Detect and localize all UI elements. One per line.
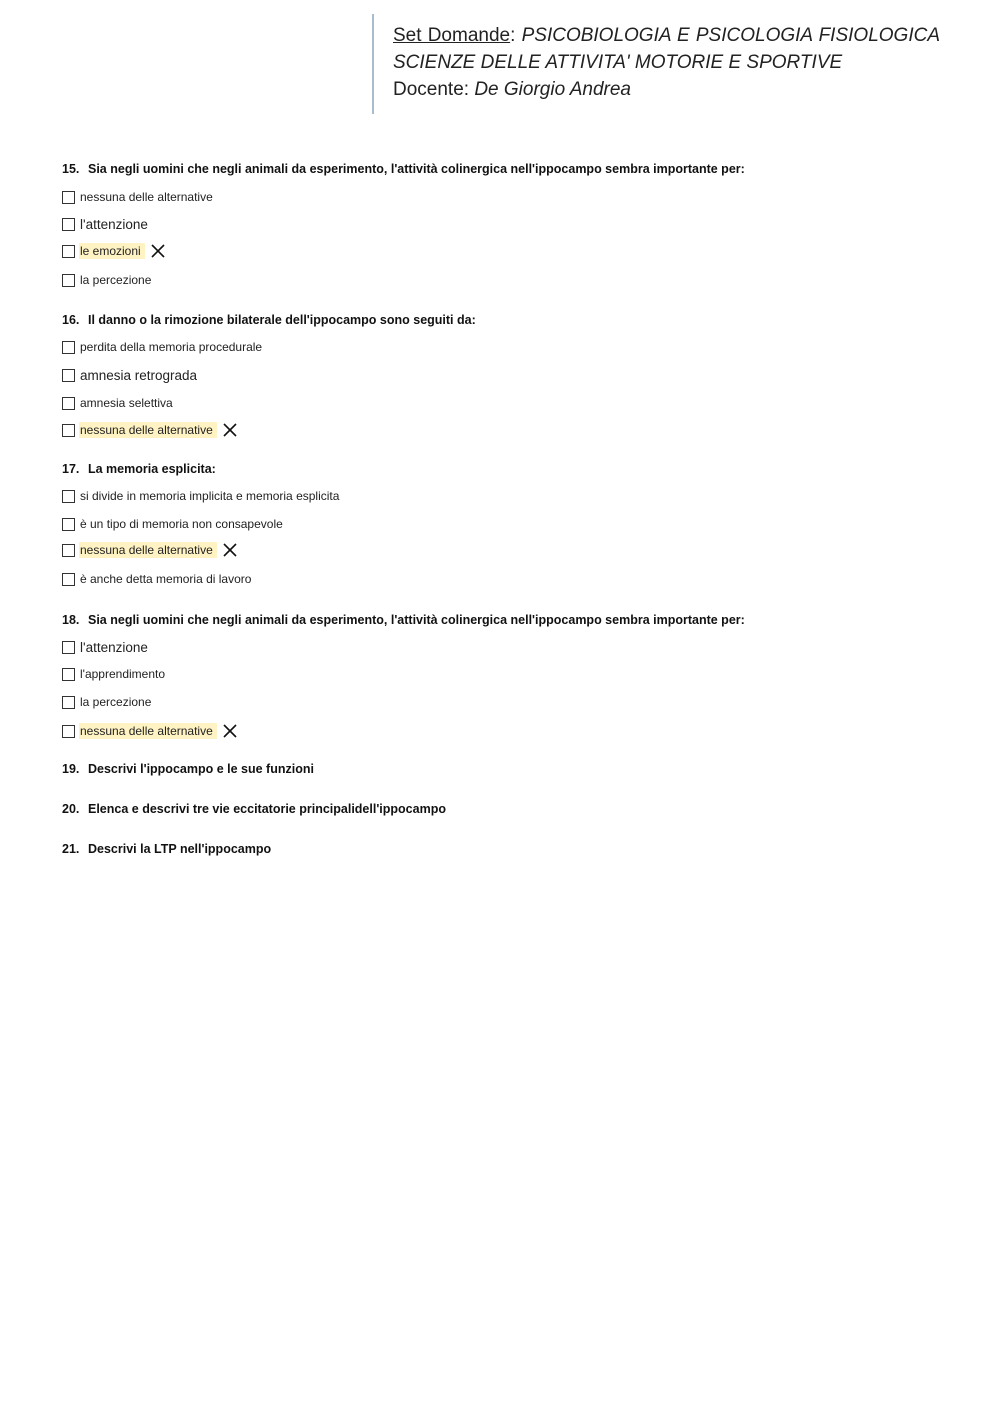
answer-checkbox[interactable] <box>62 696 75 709</box>
question-number: 15. <box>62 162 80 176</box>
answer-checkbox[interactable] <box>62 641 75 654</box>
question-number: 19. <box>62 762 80 776</box>
x-mark-icon <box>222 723 238 739</box>
answer-checkbox[interactable] <box>62 397 75 410</box>
question-16 <box>62 313 476 327</box>
header-line-course <box>393 22 940 49</box>
answer-label: è un tipo di memoria non consapevole <box>80 517 283 531</box>
answer-label: si divide in memoria implicita e memoria esplicita <box>80 489 340 503</box>
question-21 <box>62 842 271 856</box>
answer-option[interactable] <box>62 694 155 710</box>
answer-option[interactable] <box>62 571 255 587</box>
answer-option[interactable] <box>62 272 155 288</box>
program-title: SCIENZE DELLE ATTIVITA' MOTORIE E SPORTIVE <box>393 52 843 73</box>
teacher-name: De Giorgio Andrea <box>474 79 631 100</box>
answer-option-marked[interactable] <box>62 542 238 558</box>
answer-checkbox[interactable] <box>62 573 75 586</box>
x-mark-icon <box>222 422 238 438</box>
answer-option-marked[interactable] <box>62 243 166 259</box>
question-text: Elenca e descrivi tre vie eccitatorie principalidell'ippocampo <box>88 802 446 816</box>
answer-label-highlighted: nessuna delle alternative <box>79 723 217 739</box>
answer-checkbox[interactable] <box>62 369 75 382</box>
header-line-teacher <box>393 76 940 103</box>
x-mark-icon <box>222 542 238 558</box>
answer-option[interactable] <box>62 666 169 682</box>
answer-label: amnesia retrograda <box>80 367 198 383</box>
answer-option-marked[interactable] <box>62 422 238 438</box>
answer-label: la percezione <box>80 273 152 287</box>
teacher-label: Docente: <box>393 79 470 100</box>
answer-checkbox[interactable] <box>62 191 75 204</box>
answer-checkbox[interactable] <box>62 544 75 557</box>
question-text: Sia negli uomini che negli animali da esperimento, l'attività colinergica nell'ippocampo sembra importante per: <box>88 162 745 176</box>
question-18 <box>62 613 745 627</box>
question-number: 16. <box>62 313 80 327</box>
question-text: Il danno o la rimozione bilaterale dell'ippocampo sono seguiti da: <box>88 313 476 327</box>
answer-label: l'apprendimento <box>80 667 166 681</box>
answer-label: l'attenzione <box>80 639 148 655</box>
answer-label: amnesia selettiva <box>80 396 173 410</box>
question-20 <box>62 802 446 816</box>
answer-option[interactable] <box>62 339 266 355</box>
answer-option[interactable] <box>62 516 287 532</box>
question-17 <box>62 462 216 476</box>
set-domande-separator: : <box>510 25 516 46</box>
answer-label: perdita della memoria procedurale <box>80 340 263 354</box>
question-number: 17. <box>62 462 80 476</box>
answer-label-highlighted: le emozioni <box>79 243 145 259</box>
answer-option[interactable] <box>62 189 217 205</box>
question-text: Descrivi la LTP nell'ippocampo <box>88 842 272 856</box>
answer-option[interactable] <box>62 488 343 504</box>
answer-option-marked[interactable] <box>62 723 238 739</box>
answer-checkbox[interactable] <box>62 668 75 681</box>
answer-label-highlighted: nessuna delle alternative <box>79 542 217 558</box>
answer-checkbox[interactable] <box>62 218 75 231</box>
answer-option[interactable] <box>62 216 152 232</box>
question-19 <box>62 762 314 776</box>
answer-checkbox[interactable] <box>62 274 75 287</box>
answer-checkbox[interactable] <box>62 518 75 531</box>
answer-option[interactable] <box>62 367 201 383</box>
answer-checkbox[interactable] <box>62 245 75 258</box>
answer-label-highlighted: nessuna delle alternative <box>79 422 217 438</box>
answer-label: la percezione <box>80 695 152 709</box>
header-line-program <box>393 49 940 76</box>
question-text: Descrivi l'ippocampo e le sue funzioni <box>88 762 314 776</box>
x-mark-icon <box>150 243 166 259</box>
answer-checkbox[interactable] <box>62 424 75 437</box>
answer-label: è anche detta memoria di lavoro <box>80 572 252 586</box>
answer-checkbox[interactable] <box>62 725 75 738</box>
document-header <box>372 14 940 114</box>
question-text: Sia negli uomini che negli animali da esperimento, l'attività colinergica nell'ippocampo sembra importante per: <box>88 613 745 627</box>
answer-checkbox[interactable] <box>62 341 75 354</box>
question-text: La memoria esplicita: <box>88 462 216 476</box>
answer-label: l'attenzione <box>80 216 148 232</box>
question-number: 18. <box>62 613 80 627</box>
question-15 <box>62 162 745 176</box>
set-domande-label: Set Domande <box>393 25 511 46</box>
answer-option[interactable] <box>62 395 177 411</box>
answer-label: nessuna delle alternative <box>80 190 213 204</box>
question-number: 20. <box>62 802 80 816</box>
question-number: 21. <box>62 842 80 856</box>
answer-checkbox[interactable] <box>62 490 75 503</box>
answer-option[interactable] <box>62 639 152 655</box>
course-title: PSICOBIOLOGIA E PSICOLOGIA FISIOLOGICA <box>521 25 940 46</box>
